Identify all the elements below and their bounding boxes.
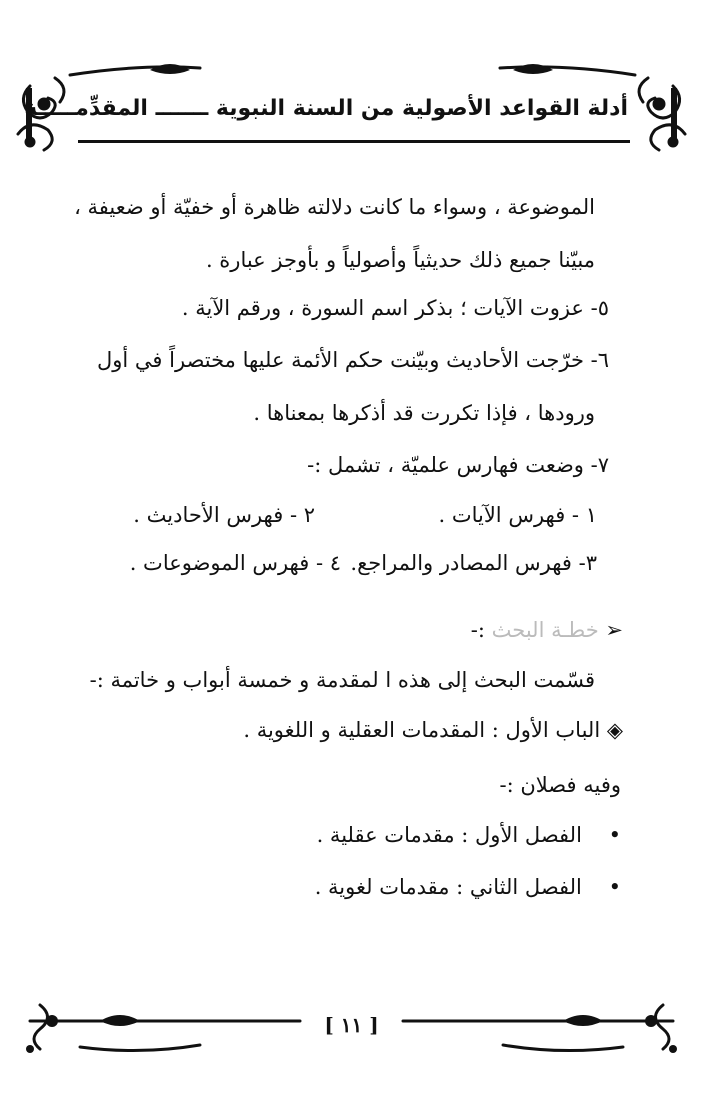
index-item-3: ٣- فهرس المصادر والمراجع.: [350, 551, 597, 575]
arrow-icon: ➢: [605, 618, 623, 642]
paragraph-line: ورودها ، فإذا تكررت قد أذكرها بمعناها .: [253, 401, 595, 425]
plan-intro: قسّمت البحث إلى هذه ا لمقدمة و خمسة أبواب و خاتمة :-: [89, 668, 595, 692]
header-divider: [78, 140, 630, 143]
section-one-label: الفصل الأول : مقدمات عقلية .: [316, 823, 582, 847]
index-item-1: ١ - فهرس الآيات .: [438, 503, 597, 527]
chapter-one-label: الباب الأول : المقدمات العقلية و اللغوية .: [243, 718, 601, 742]
index-item-2: ٢ - فهرس الأحاديث .: [133, 503, 315, 527]
sections-intro: وفيه فصلان :-: [499, 773, 621, 797]
plan-heading: [471, 615, 623, 645]
list-item-5: ٥- عزوت الآيات ؛ بذكر اسم السورة ، ورقم الآية .: [181, 296, 609, 320]
running-header-title: أدلة القواعد الأصولية من السنة النبوية ـــــــ المقدِّمـــــة: [24, 96, 628, 121]
bullet-icon: •: [608, 823, 621, 847]
section-two: [315, 872, 621, 902]
diamond-icon: ◈: [606, 718, 623, 742]
bullet-icon: •: [608, 875, 621, 899]
chapter-one: [243, 715, 623, 745]
paragraph-line: مبيّنا جميع ذلك حديثياً وأصولياً و بأوجز عبارة .: [205, 248, 595, 272]
page-number: [ ١١ ]: [324, 1013, 379, 1037]
plan-heading-label: خطـة البحث: [491, 618, 599, 642]
section-two-label: الفصل الثاني : مقدمات لغوية .: [314, 875, 582, 899]
index-item-4: ٤ - فهرس الموضوعات .: [129, 551, 341, 575]
list-item-6: ٦- خرّجت الأحاديث وبيّنت حكم الأئمة عليها مختصراً في أول: [97, 348, 609, 372]
paragraph-line: الموضوعة ، وسواء ما كانت دلالته ظاهرة أو خفيّة أو ضعيفة ،: [74, 195, 595, 219]
plan-heading-suffix: :-: [470, 618, 485, 642]
section-one: [317, 820, 621, 850]
list-item-7: ٧- وضعت فهارس علميّة ، تشمل :-: [307, 453, 609, 477]
